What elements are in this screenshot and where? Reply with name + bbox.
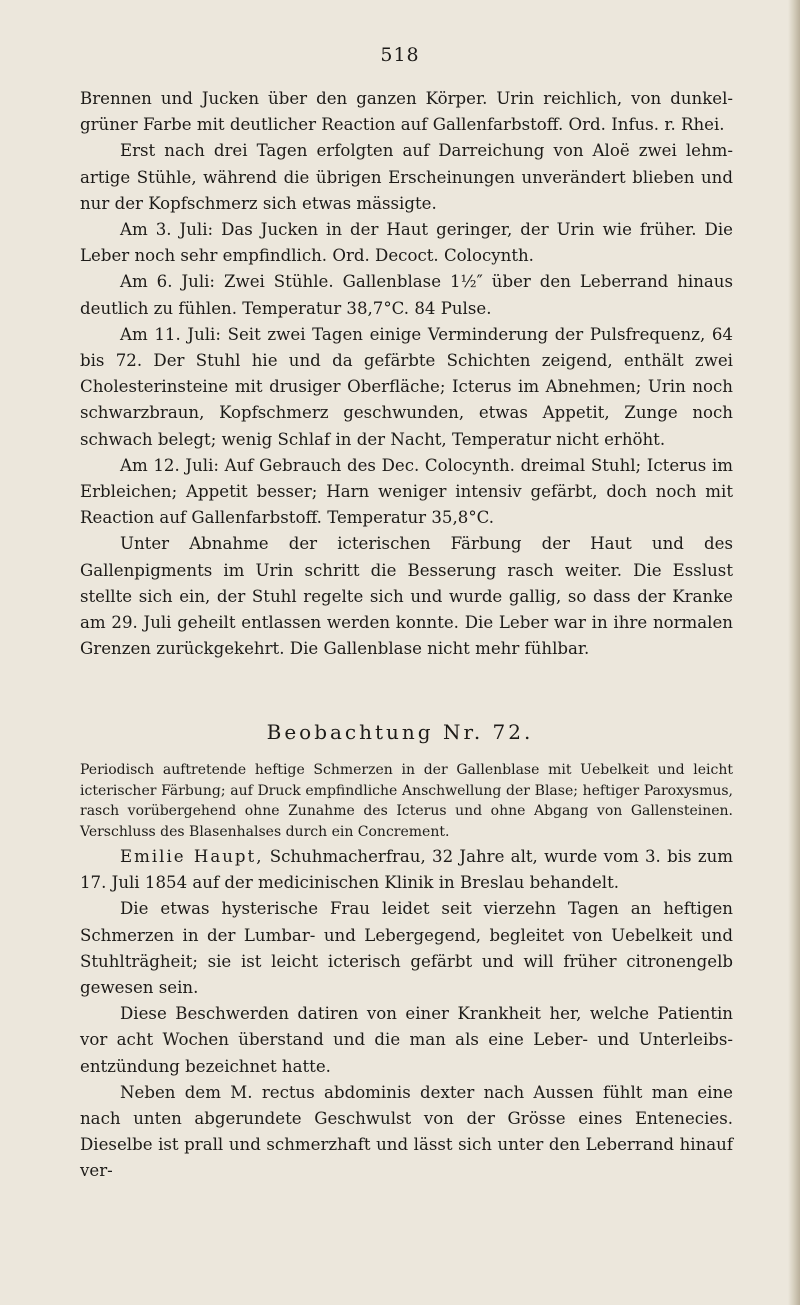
paragraph: Die etwas hysterische Frau leidet seit vierzehn Tagen an heftigen Schmerzen in der Lumbar- und Lebergegend, begleitet von Uebelkeit und Stuhlträgheit; sie ist leicht icterisch gefärbt und will früher citronengelb gewesen sein.	[80, 899, 733, 998]
case-summary	[80, 760, 733, 842]
case-report	[80, 844, 733, 1185]
paragraph: Am 11. Juli: Seit zwei Tagen einige Verminderung der Pulsfrequenz, 64 bis 72. Der Stuhl hie und da gefärbte Schichten zeigend, enthält zwei Cholesterinsteine mit drusiger Oberfläche; Icterus im Abnehmen; Urin noch schwarzbraun, Kopfschmerz geschwunden, etwas Appetit, Zunge noch schwach belegt; wenig Schlaf in der Nacht, Temperatur nicht erhöht.	[80, 324, 733, 449]
case-intro-text: Schuhmacherfrau, 32 Jahre alt, wurde vom 3. bis zum 17. Juli 1854 auf der medicinischen Klinik in Breslau behandelt.	[80, 847, 733, 893]
page-number: 518	[380, 44, 420, 66]
paragraph: Neben dem M. rectus abdominis dexter nach Aussen fühlt man eine nach unten abgerundete Geschwulst von der Grösse eines Entenecies. Dieselbe ist prall und schmerzhaft und lässt sich unter den Leberrand hinauf ver-	[80, 1082, 733, 1181]
paragraph: Am 3. Juli: Das Jucken in der Haut geringer, der Urin wie früher. Die Leber noch sehr empfindlich. Ord. Decoct. Colocynth.	[80, 220, 733, 266]
paragraph: Brennen und Jucken über den ganzen Körper. Urin reichlich, von dunkelgrüner Farbe mit deutlicher Reaction auf Gallenfarbstoff. Ord. Infus. r. Rhei.	[80, 89, 733, 135]
summary-text: Periodisch auftretende heftige Schmerzen in der Gallenblase mit Uebelkeit und leicht icterischer Färbung; auf Druck empfindliche Anschwellung der Blase; heftiger Paroxysmus, rasch vorübergehend ohne Zunahme des Icterus und ohne Abgang von Gallensteinen. Verschluss des Blasenhalses durch ein Concrement.	[80, 762, 733, 840]
page-edge	[788, 0, 800, 1305]
section-title: Beobachtung Nr. 72.	[266, 720, 534, 744]
case-intro	[80, 844, 733, 896]
patient-name: Emilie Haupt,	[120, 847, 264, 866]
paragraph: Am 12. Juli: Auf Gebrauch des Dec. Colocynth. dreimal Stuhl; Icterus im Erbleichen; Appetit besser; Harn weniger intensiv gefärbt, doch noch mit Reaction auf Gallenfarbstoff. Temperatur 35,8°C.	[80, 455, 733, 528]
body-text	[80, 86, 733, 662]
paragraph: Unter Abnahme der icterischen Färbung der Haut und des Gallenpigments im Urin schritt die Besserung rasch weiter. Die Esslust stellte sich ein, der Stuhl regelte sich und wurde gallig, so dass der Kranke am 29. Juli geheilt entlassen werden konnte. Die Leber war in ihre normalen Grenzen zurückgekehrt. Die Gallenblase nicht mehr fühlbar.	[80, 534, 733, 659]
paragraph: Am 6. Juli: Zwei Stühle. Gallenblase 1½″ über den Leberrand hinaus deutlich zu fühlen. Temperatur 38,7°C. 84 Pulse.	[80, 272, 733, 318]
paragraph: Diese Beschwerden datiren von einer Krankheit her, welche Patientin vor acht Wochen überstand und die man als eine Leber- und Unterleibsentzündung bezeichnet hatte.	[80, 1004, 733, 1076]
paragraph: Erst nach drei Tagen erfolgten auf Darreichung von Aloë zwei lehmartige Stühle, während die übrigen Erscheinungen unverändert blieben und nur der Kopfschmerz sich etwas mässigte.	[80, 141, 733, 213]
